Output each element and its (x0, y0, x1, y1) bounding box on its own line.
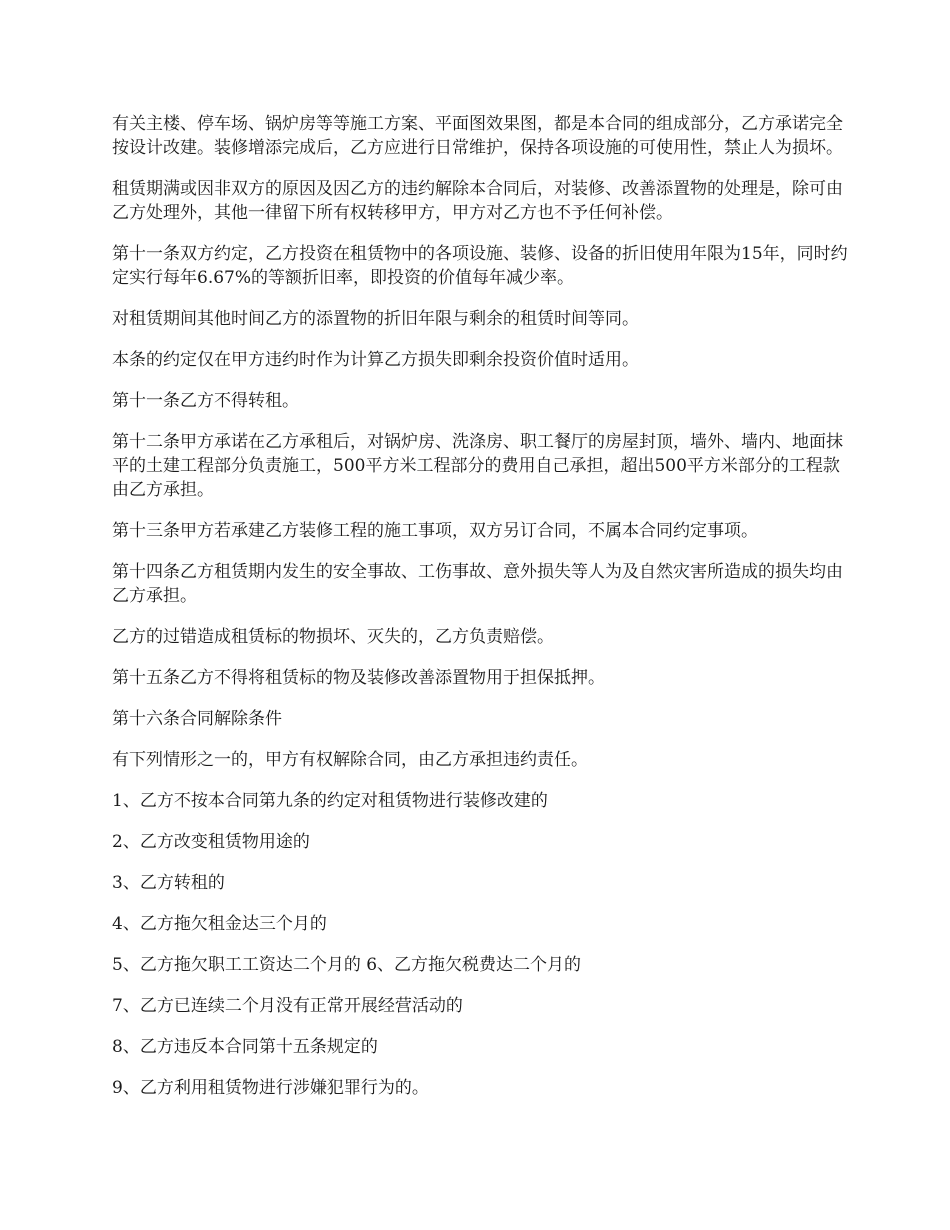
paragraph-article-14: 第十四条乙方租赁期内发生的安全事故、工伤事故、意外损失等人为及自然灾害所造成的损失均由乙方承担。 (112, 562, 843, 606)
paragraph-fault-compensation: 乙方的过错造成租赁标的物损坏、灭失的，乙方负责赔偿。 (112, 627, 554, 647)
list-item-2: 2、乙方改变租赁物用途的 (112, 832, 310, 852)
paragraph-article-13: 第十三条甲方若承建乙方装修工程的施工事项，双方另订合同，不属本合同约定事项。 (112, 521, 758, 541)
list-item-9: 9、乙方利用租赁物进行涉嫌犯罪行为的。 (112, 1078, 429, 1098)
paragraph-article-11-depreciation: 第十一条双方约定，乙方投资在租赁物中的各项设施、装修、设备的折旧使用年限为15年，同时约定实行每年6.67%的等额折旧率，即投资的价值每年减少率。 (112, 244, 848, 288)
list-item-1: 1、乙方不按本合同第九条的约定对租赁物进行装修改建的 (112, 791, 548, 811)
list-item-3: 3、乙方转租的 (112, 873, 225, 893)
paragraph-lease-expiry: 租赁期满或因非双方的原因及因乙方的违约解除本合同后，对装修、改善添置物的处理是，除可由乙方处理外，其他一律留下所有权转移甲方，甲方对乙方也不予任何补偿。 (112, 179, 843, 223)
paragraph-article-15: 第十五条乙方不得将租赁标的物及装修改善添置物用于担保抵押。 (112, 668, 605, 688)
paragraph-construction-plans: 有关主楼、停车场、锅炉房等等施工方案、平面图效果图，都是本合同的组成部分，乙方承诺完全按设计改建。装修增添完成后，乙方应进行日常维护，保持各项设施的可使用性，禁止人为损坏。 (112, 114, 843, 158)
paragraph-termination-intro: 有下列情形之一的，甲方有权解除合同，由乙方承担违约责任。 (112, 750, 588, 770)
list-item-7: 7、乙方已连续二个月没有正常开展经营活动的 (112, 996, 463, 1016)
list-item-4: 4、乙方拖欠租金达三个月的 (112, 914, 327, 934)
document-body (112, 112, 852, 1100)
list-item-8: 8、乙方违反本合同第十五条规定的 (112, 1037, 378, 1057)
paragraph-article-11-no-sublease: 第十一条乙方不得转租。 (112, 391, 299, 411)
paragraph-article-16-heading: 第十六条合同解除条件 (112, 709, 282, 729)
paragraph-article-12: 第十二条甲方承诺在乙方承租后，对锅炉房、洗涤房、职工餐厅的房屋封顶，墙外、墙内、地面抹平的土建工程部分负责施工，500平方米工程部分的费用自己承担，超出500平方米部分的工程款由乙方承担。 (112, 432, 843, 500)
list-item-5-6: 5、乙方拖欠职工工资达二个月的 6、乙方拖欠税费达二个月的 (112, 955, 582, 975)
paragraph-other-depreciation: 对租赁期间其他时间乙方的添置物的折旧年限与剩余的租赁时间等同。 (112, 309, 639, 329)
paragraph-applicability: 本条的约定仅在甲方违约时作为计算乙方损失即剩余投资价值时适用。 (112, 350, 639, 370)
